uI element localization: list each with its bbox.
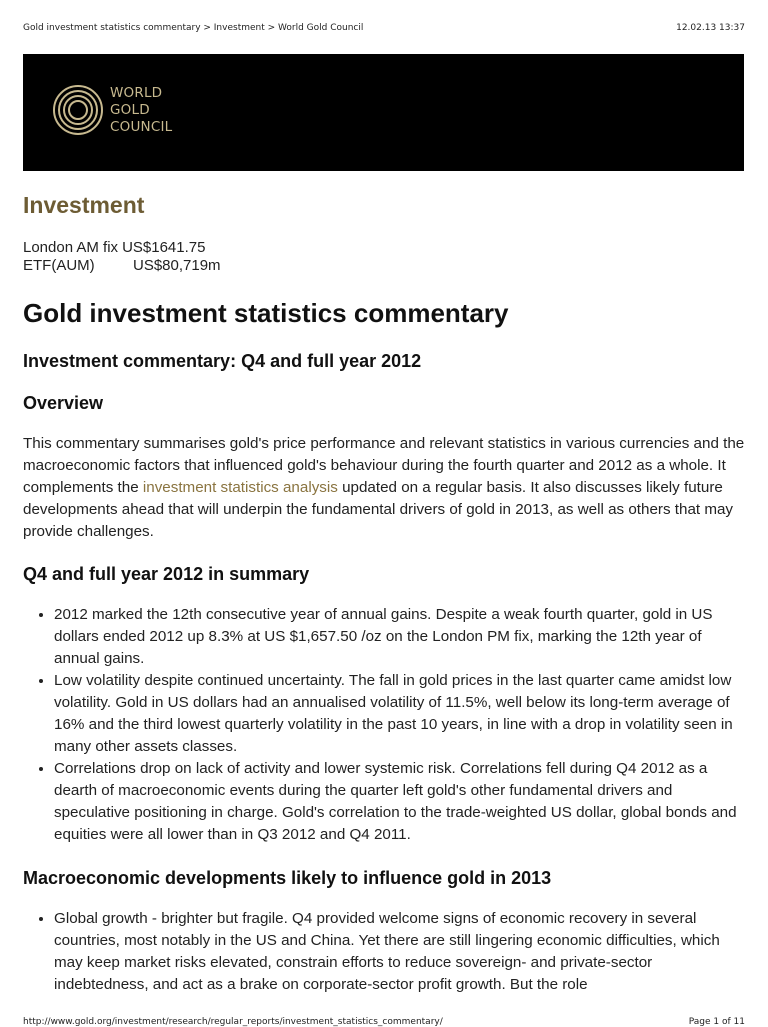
overview-text-end: updated on a regular basis. It also discusses likely future developments ahead that will underpin the fundamental drivers of gold in 2013, as well as others that may provide challenges. xyxy=(23,479,734,540)
macro-list xyxy=(23,908,747,996)
footer-url[interactable]: http://www.gold.org/investment/research/regular_reports/investment_statistics_commentary/ xyxy=(23,1017,443,1027)
investment-statistics-link[interactable]: investment statistics analysis xyxy=(142,479,338,496)
print-footer xyxy=(23,1017,745,1027)
page-number: Page 1 of 11 xyxy=(688,1017,745,1027)
overview-paragraph xyxy=(23,433,747,543)
print-header xyxy=(23,21,745,35)
world-gold-council-logo[interactable] xyxy=(52,82,202,142)
gold-rings-icon xyxy=(52,84,104,136)
stat-row-etf xyxy=(23,257,221,275)
article-subtitle: Investment commentary: Q4 and full year 2012 xyxy=(23,351,422,371)
logo-wordmark xyxy=(110,85,172,136)
print-datetime: 12.02.13 13:37 xyxy=(676,23,745,33)
logo-line-3: COUNCIL xyxy=(110,119,173,135)
price-stats xyxy=(23,239,221,275)
summary-heading: Q4 and full year 2012 in summary xyxy=(23,564,310,584)
summary-list xyxy=(23,604,747,846)
stat-value: US$80,719m xyxy=(133,257,221,274)
list-item: • Low volatility despite continued uncertainty. The fall in gold prices in the last quarter came amidst low volatility. Gold in US dollars had an annualised volatility of 11.5%, well below its long-term average of 16% and the third lowest quarterly volatility in the past 10 years, in line with a drop in volatility seen in many other assets classes. xyxy=(54,670,747,758)
overview-text-start: This commentary summarises gold's price performance and relevant statistics in various currencies and the macroeconomic factors that influenced gold's behaviour during the fourth quarter and 2012 as a whole. It complements the xyxy=(23,435,745,496)
overview-heading: Overview xyxy=(23,393,104,413)
stat-value: US$1641.75 xyxy=(122,239,206,256)
list-item: • Global growth - brighter but fragile. Q4 provided welcome signs of economic recovery in several countries, most notably in the US and China. Yet there are still lingering economic difficulties, which may keep market risks elevated, constrain efforts to reduce sovereign- and private-sector indebtedness, and act as a brake on corporate-sector profit growth. But the role xyxy=(54,908,747,996)
stat-label: London AM fix xyxy=(23,239,119,256)
macro-heading: Macroeconomic developments likely to influence gold in 2013 xyxy=(23,868,552,888)
stat-label: ETF(AUM) xyxy=(23,257,95,274)
list-item: • Correlations drop on lack of activity and lower systemic risk. Correlations fell during Q4 2012 as a dearth of macroeconomic events during the quarter left gold's other fundamental drivers and speculative positioning in charge. Gold's correlation to the trade-weighted US dollar, global bonds and equities were all lower than in Q3 2012 and Q4 2011. xyxy=(54,758,747,846)
header-banner xyxy=(23,54,744,171)
section-title: Investment xyxy=(23,192,145,218)
list-item: • 2012 marked the 12th consecutive year of annual gains. Despite a weak fourth quarter, gold in US dollars ended 2012 up 8.3% at US $1,657.50 /oz on the London PM fix, marking the 12th year of annual gains. xyxy=(54,604,747,670)
print-breadcrumb: Gold investment statistics commentary > Investment > World Gold Council xyxy=(23,23,364,33)
stat-row-am-fix xyxy=(23,239,221,257)
article xyxy=(23,296,747,996)
logo-line-2: GOLD xyxy=(110,102,150,118)
page-title: Gold investment statistics commentary xyxy=(23,298,509,328)
logo-line-1: WORLD xyxy=(110,85,163,101)
